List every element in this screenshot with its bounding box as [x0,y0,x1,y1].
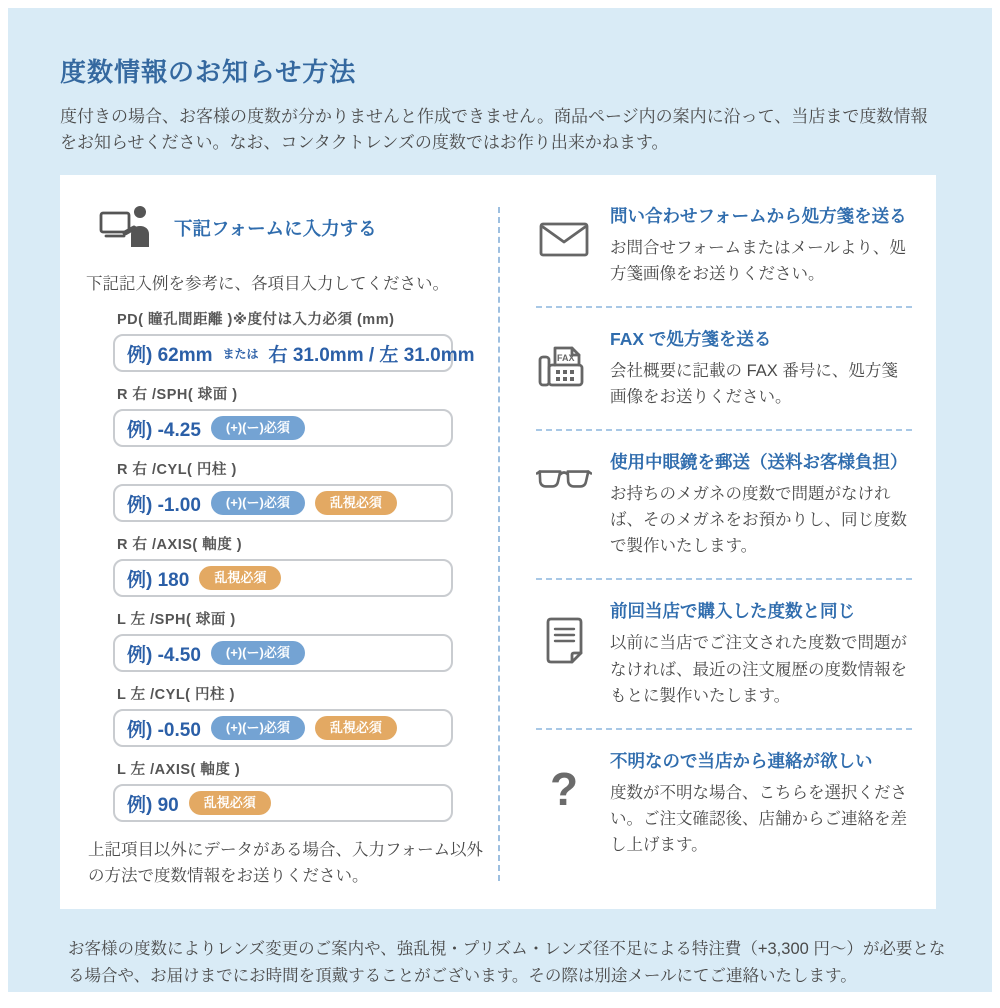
astigmatism-required-badge: 乱視必須 [189,791,271,815]
sign-required-badge: (+)(ー)必須 [211,641,305,665]
field-label: R 右 /SPH( 球面 ) [117,387,238,403]
example-input-box [113,409,453,447]
form-input-section [86,199,498,889]
example-input-box [113,559,453,597]
prescription-method-item [536,203,912,287]
person-at-computer-icon [98,203,152,252]
method-heading: FAX で処方箋を送る [610,329,772,350]
method-divider [536,728,912,730]
example-input-box [113,334,475,372]
question-icon [536,748,592,858]
method-divider [536,429,912,431]
example-text: 例) 62mm [127,344,213,366]
form-fields [113,308,475,822]
example-text: 例) -4.25 [127,419,201,441]
method-divider [536,306,912,308]
question-glyph: ? [549,762,579,815]
example-text: 右 31.0mm / 左 31.0mm [268,344,475,366]
form-field [113,308,475,372]
prescription-method-item [536,326,912,410]
glasses-icon [536,449,592,559]
astigmatism-required-badge: 乱視必須 [315,716,397,740]
form-section-heading: 下記フォームに入力する [174,217,377,239]
example-text: 例) 180 [127,569,190,591]
form-field [113,608,453,672]
intro-text: 度付きの場合、お客様の度数が分かりませんと作成できません。商品ページ内の案内に沿って、当店まで度数情報をお知らせください。なお、コンタクトレンズの度数ではお作り出来かねます。 [60,107,928,152]
form-field [113,683,453,747]
form-extra-note: 上記項目以外にデータがある場合、入力フォーム以外の方法で度数情報をお送りください。 [88,841,484,885]
field-label: L 左 /AXIS( 軸度 ) [117,762,241,778]
prescription-method-item [536,449,912,559]
example-text: 例) 90 [127,794,179,816]
method-heading: 問い合わせフォームから処方箋を送る [610,206,907,226]
document-icon [536,598,592,708]
example-text: 例) -1.00 [127,494,201,516]
example-input-box [113,484,453,522]
method-divider [536,578,912,580]
form-header [98,203,498,252]
method-heading: 不明なので当店から連絡が欲しい [610,750,873,771]
field-label: L 左 /CYL( 円柱 ) [117,687,235,703]
fax-icon-label: FAX [557,353,575,364]
sign-required-badge: (+)(ー)必須 [211,716,305,740]
example-text: または [222,346,259,361]
method-body [610,203,912,287]
envelope-icon [536,203,592,287]
example-text: 例) -4.50 [127,644,201,666]
astigmatism-required-badge: 乱視必須 [315,491,397,515]
method-body [610,326,912,410]
method-description: お持ちのメガネの度数で問題がなければ、そのメガネをお預かりし、同じ度数で製作いたします。 [610,485,907,556]
form-field [113,383,453,447]
form-instruction: 下記記入例を参考に、各項目入力してください。 [86,275,449,293]
method-body [610,598,912,708]
footer-note: お客様の度数によりレンズ変更のご案内や、強乱視・プリズム・レンズ径不足による特注費（+3,300 円～）が必要となる場合や、お届けまでにお時間を頂戴することがございます。その際は別途メールにてご連絡いたします。 [68,940,946,985]
page-title: 度数情報のお知らせ方法 [60,57,357,87]
sign-required-badge: (+)(ー)必須 [211,416,305,440]
method-description: 度数が不明な場合、こちらを選択ください。ご注文確認後、店舗からご連絡を差し上げます。 [610,783,907,854]
example-input-box [113,784,453,822]
info-card [60,175,936,909]
example-input-box [113,634,453,672]
example-text: 例) -0.50 [127,719,201,741]
astigmatism-required-badge: 乱視必須 [199,566,281,590]
prescription-method-item [536,748,912,858]
field-label: R 右 /AXIS( 軸度 ) [117,537,243,553]
method-description: 会社概要に記載の FAX 番号に、処方箋画像をお送りください。 [610,362,898,407]
prescription-method-item [536,598,912,708]
other-methods-section [500,199,912,889]
prescription-info-panel [8,8,992,992]
sign-required-badge: (+)(ー)必須 [211,491,305,515]
field-label: R 右 /CYL( 円柱 ) [117,462,237,478]
field-label: PD( 瞳孔間距離 )※度付は入力必須 (mm) [117,312,395,328]
method-heading: 前回当店で購入した度数と同じ [610,601,855,622]
form-field [113,458,453,522]
form-field [113,758,453,822]
form-field [113,533,453,597]
method-heading: 使用中眼鏡を郵送（送料お客様負担） [610,452,908,473]
fax-icon [536,326,592,410]
method-description: お問合せフォームまたはメールより、処方箋画像をお送りください。 [610,239,906,284]
field-label: L 左 /SPH( 球面 ) [117,612,236,628]
method-body [610,449,912,559]
method-body [610,748,912,858]
method-description: 以前に当店でご注文された度数で問題がなければ、最近の注文履歴の度数情報をもとに製作いたします。 [610,634,907,705]
example-input-box [113,709,453,747]
